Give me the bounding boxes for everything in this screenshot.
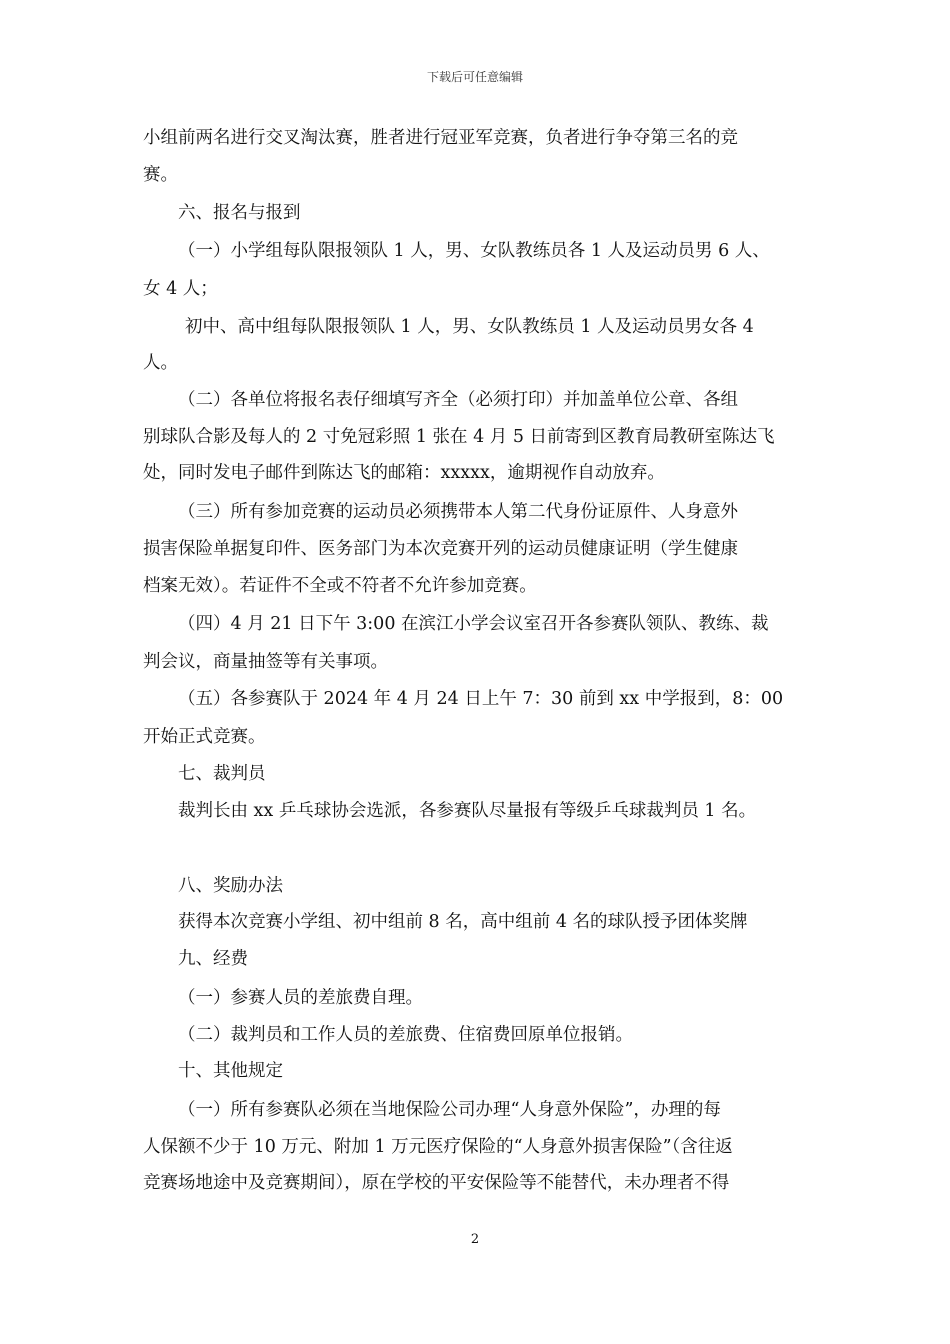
- paragraph-line: （一）参赛人员的差旅费自理。: [178, 988, 423, 1008]
- section-heading: 八、奖励办法: [178, 876, 283, 896]
- paragraph-line: 损害保险单据复印件、医务部门为本次竞赛开列的运动员健康证明（学生健康: [143, 539, 738, 559]
- paragraph-line: （一）小学组每队限报领队 1 人，男、女队教练员各 1 人及运动员男 6 人、: [178, 241, 770, 261]
- section-heading: 十、其他规定: [178, 1061, 283, 1081]
- page-number: 2: [470, 1232, 480, 1247]
- paragraph-line: 竞赛场地途中及竞赛期间），原在学校的平安保险等不能替代，未办理者不得: [143, 1173, 730, 1193]
- paragraph-line: （一）所有参赛队必须在当地保险公司办理“人身意外保险”，办理的每: [178, 1100, 721, 1120]
- paragraph-line: 小组前两名进行交叉淘汰赛，胜者进行冠亚军竞赛，负者进行争夺第三名的竞: [143, 128, 738, 148]
- paragraph-line: 别球队合影及每人的 2 寸免冠彩照 1 张在 4 月 5 日前寄到区教育局教研室陈达飞: [143, 427, 775, 447]
- paragraph-line: 初中、高中组每队限报领队 1 人，男、女队教练员 1 人及运动员男女各 4: [185, 317, 754, 337]
- paragraph-line: （四）4 月 21 日下午 3:00 在滨江小学会议室召开各参赛队领队、教练、裁: [178, 614, 769, 634]
- page-header: 下载后可任意编辑: [426, 70, 523, 84]
- paragraph-line: 裁判长由 xx 乒乓球协会选派，各参赛队尽量报有等级乒乓球裁判员 1 名。: [178, 801, 757, 821]
- paragraph-line: （二）各单位将报名表仔细填写齐全（必须打印）并加盖单位公章、各组: [178, 390, 738, 410]
- paragraph-line: 获得本次竞赛小学组、初中组前 8 名，高中组前 4 名的球队授予团体奖牌: [178, 912, 748, 932]
- paragraph-line: （二）裁判员和工作人员的差旅费、住宿费回原单位报销。: [178, 1025, 633, 1045]
- section-heading: 七、裁判员: [178, 764, 266, 784]
- paragraph-line: 女 4 人；: [143, 279, 218, 299]
- paragraph-line: （三）所有参加竞赛的运动员必须携带本人第二代身份证原件、人身意外: [178, 502, 738, 522]
- section-heading: 六、报名与报到: [178, 203, 301, 223]
- paragraph-line: 人。: [143, 353, 178, 373]
- paragraph-line: 档案无效）。若证件不全或不符者不允许参加竞赛。: [143, 576, 537, 596]
- paragraph-line: 人保额不少于 10 万元、附加 1 万元医疗保险的“人身意外损害保险”（含往返: [143, 1137, 733, 1157]
- section-heading: 九、经费: [178, 949, 248, 969]
- paragraph-line: （五）各参赛队于 2024 年 4 月 24 日上午 7：30 前到 xx 中学报到，8：00: [178, 689, 784, 709]
- paragraph-line: 赛。: [143, 165, 178, 185]
- paragraph-line: 开始正式竞赛。: [143, 727, 266, 747]
- paragraph-line: 判会议，商量抽签等有关事项。: [143, 652, 388, 672]
- paragraph-line: 处，同时发电子邮件到陈达飞的邮箱：xxxxx，逾期视作自动放弃。: [143, 463, 665, 483]
